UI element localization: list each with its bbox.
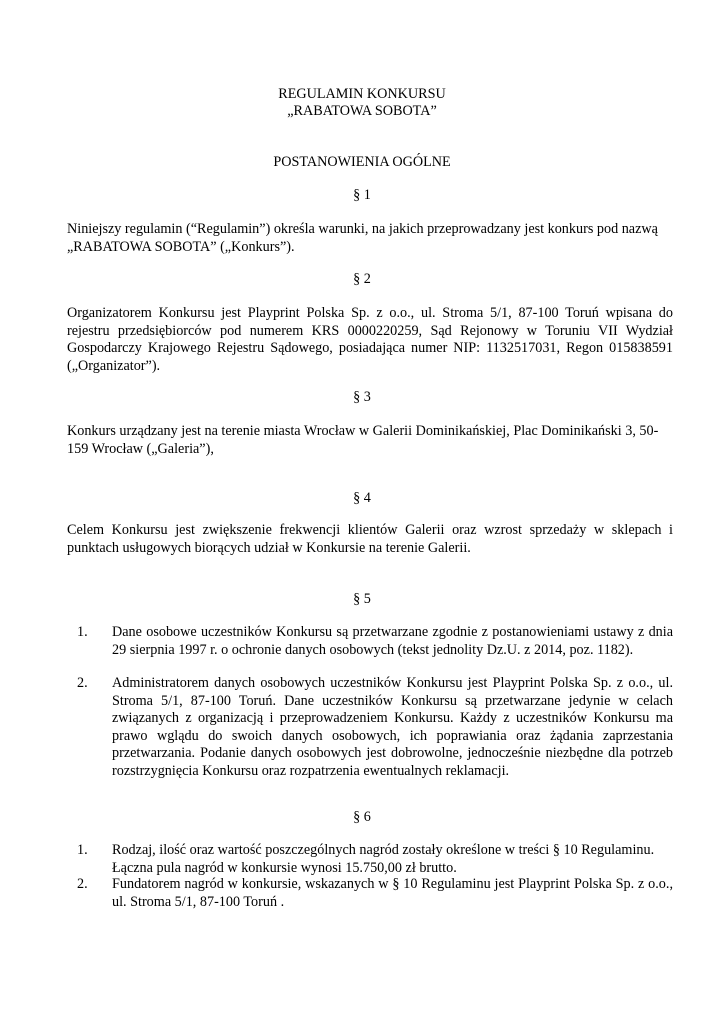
section-heading: POSTANOWIENIA OGÓLNE bbox=[273, 154, 451, 170]
list-item-text: Dane osobowe uczestników Konkursu są przetwarzane zgodnie z postanowieniami ustawy z dnia 29 sierpnia 1997 r. o ochronie danych osobowych (tekst jednolity Dz.U. z 2014, poz. 1182). bbox=[112, 624, 673, 658]
paragraph-symbol-2: § 2 bbox=[353, 271, 371, 287]
paragraph-symbol-4: § 4 bbox=[353, 490, 371, 506]
list-item-text: Administratorem danych osobowych uczestników Konkursu jest Playprint Polska Sp. z o.o., ul. Stroma 5/1, 87-100 Toruń. Dane uczestników Konkursu są przetwarzane jedynie w celach związanych z organizacją i przeprowadzeniem Konkursu. Każdy z uczestników Konkursu ma prawo wglądu do swoich danych osobowych, ich poprawiania oraz żądania zaprzestania przetwarzania. Podanie danych osobowych jest dobrowolne, jednocześnie niezbędne dla potrzeb rozstrzygnięcia Konkursu oraz rozpatrzenia ewentualnych reklamacji. bbox=[112, 675, 673, 779]
list-item-number: 2. bbox=[77, 675, 88, 691]
paragraph-2-text: Organizatorem Konkursu jest Playprint Polska Sp. z o.o., ul. Stroma 5/1, 87-100 Toruń wpisana do rejestru przedsiębiorców pod numerem KRS 0000220259, Sąd Rejonowy w Toruniu VII Wydział Gospodarczy Krajowego Rejestru Sądowego, posiadająca numer NIP: 1132517031, Regon 015838591 („Organizator”). bbox=[67, 305, 673, 374]
paragraph-symbol-1: § 1 bbox=[353, 187, 371, 203]
paragraph-4-text: Celem Konkursu jest zwiększenie frekwencji klientów Galerii oraz wzrost sprzedaży w sklepach i punktach usługowych biorących udział w Konkursie na terenie Galerii. bbox=[67, 522, 673, 556]
list-item-number: 2. bbox=[77, 876, 88, 892]
list-item-number: 1. bbox=[77, 624, 88, 640]
document-title-line-1: REGULAMIN KONKURSU bbox=[278, 86, 446, 102]
list-item-text: Rodzaj, ilość oraz wartość poszczególnych nagród zostały określone w treści § 10 Regulaminu. Łączna pula nagród w konkursie wynosi 15.750,00 zł brutto. bbox=[112, 842, 655, 876]
paragraph-3-text: Konkurs urządzany jest na terenie miasta Wrocław w Galerii Dominikańskiej, Plac Dominikański 3, 50-159 Wrocław („Galeria”), bbox=[67, 423, 659, 457]
paragraph-symbol-5: § 5 bbox=[353, 591, 371, 607]
list-item-number: 1. bbox=[77, 842, 88, 858]
paragraph-symbol-6: § 6 bbox=[353, 809, 371, 825]
list-item-text: Fundatorem nagród w konkursie, wskazanych w § 10 Regulaminu jest Playprint Polska Sp. z o.o., ul. Stroma 5/1, 87-100 Toruń . bbox=[112, 876, 673, 910]
paragraph-1-text: Niniejszy regulamin (“Regulamin”) określa warunki, na jakich przeprowadzany jest konkurs pod nazwą „RABATOWA SOBOTA” („Konkurs”). bbox=[67, 221, 658, 255]
paragraph-symbol-3: § 3 bbox=[353, 389, 371, 405]
document-title-line-2: „RABATOWA SOBOTA” bbox=[287, 103, 437, 119]
